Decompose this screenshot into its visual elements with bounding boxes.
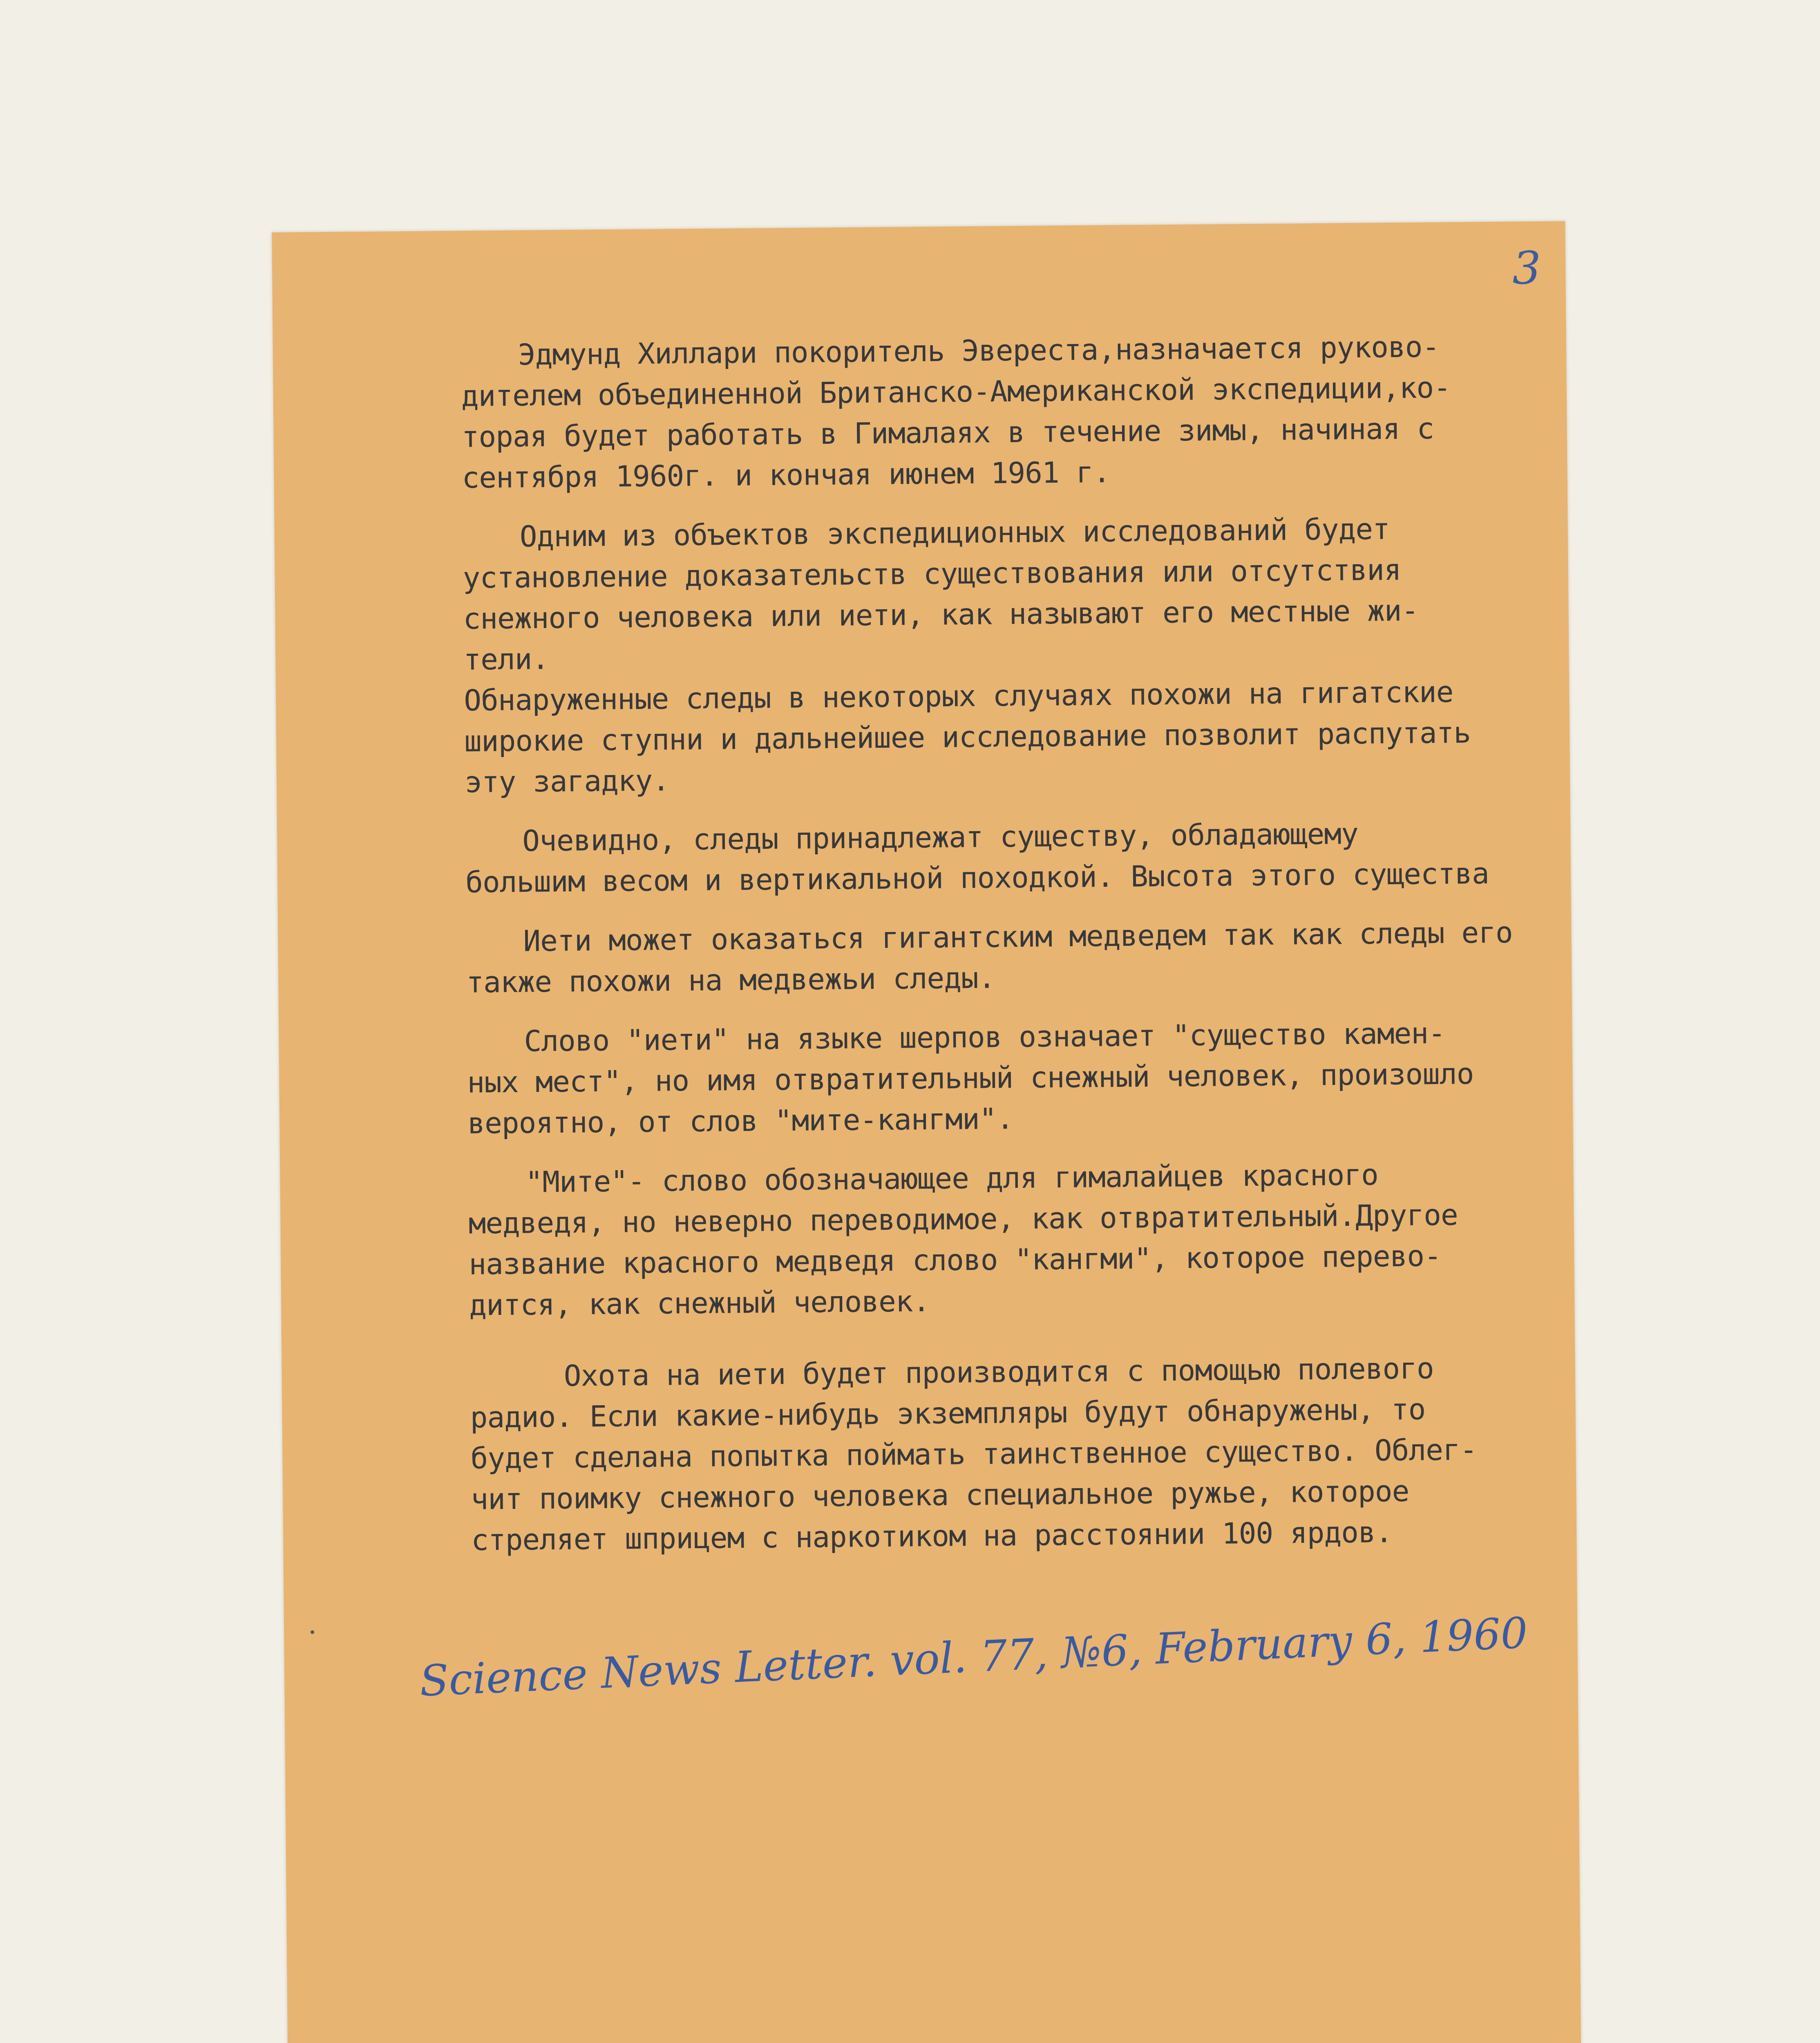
text-line: будет сделана попытка поймать таинственное существо. Облег- xyxy=(470,1433,1477,1475)
text-line: Слово "иети" на языке шерпов означает "существо камен- xyxy=(524,1016,1446,1058)
text-line: торая будет работать в Гималаях в течение зимы, начиная с xyxy=(461,411,1434,454)
text-line: Эдмунд Хиллари покоритель Эвереста,назначается руково- xyxy=(518,329,1440,372)
text-line: Охота на иети будет производится с помощью полевого xyxy=(563,1351,1434,1393)
handwritten-citation: Science News Letter. vol. 77, №6, February 6, 1960 xyxy=(418,1607,1529,1706)
text-line: "Мите"- слово обозначающее для гималайцев красного xyxy=(525,1158,1379,1199)
text-line: большим весом и вертикальной походкой. Высота этого существа xyxy=(465,856,1489,899)
text-line: также похожи на медвежьи следы. xyxy=(466,961,995,999)
text-line: эту загадку. xyxy=(464,763,670,799)
text-line: Иети может оказаться гигантским медведем так как следы его xyxy=(523,915,1513,958)
text-line: медведя, но неверно переводимое, как отвратительный.Другое xyxy=(468,1198,1458,1241)
text-line: широкие ступни и дальнейшее исследование позволит распутать xyxy=(464,715,1471,758)
text-line: снежного человека или иети, как называют его местные жи- xyxy=(463,593,1419,636)
text-line: Одним из объектов экспедиционных исследований будет xyxy=(519,512,1390,554)
text-line: дителем объединенной Британско-Американской экспедиции,ко- xyxy=(461,370,1451,413)
text-line: установление доказательств существования или отсутствия xyxy=(463,552,1401,595)
text-line: тели. xyxy=(463,642,549,677)
text-line: Очевидно, следы принадлежат существу, обладающему xyxy=(522,816,1359,858)
text-line: название красного медведя слово "кангми", которое перево- xyxy=(468,1239,1442,1281)
document-sheet xyxy=(272,221,1581,2043)
paper-speck xyxy=(311,1630,314,1634)
text-line: Обнаруженные следы в некоторых случаях похожи на гигатские xyxy=(463,675,1453,718)
text-line: чит поимку снежного человека специальное ружье, которое xyxy=(471,1474,1409,1516)
page-number: 3 xyxy=(1512,241,1541,295)
text-line: сентября 1960г. и кончая июнем 1961 г. xyxy=(462,455,1111,495)
text-line: вероятно, от слов "мите-кангми". xyxy=(467,1102,1014,1140)
text-line: ных мест", но имя отвратительный снежный человек, произошло xyxy=(467,1057,1474,1100)
typed-text xyxy=(272,221,1565,1557)
text-line: стреляет шприцем с наркотиком на расстоянии 100 ярдов. xyxy=(471,1515,1393,1557)
text-line: дится, как снежный человек. xyxy=(469,1284,930,1322)
text-line: радио. Если какие-нибудь экземпляры будут обнаружены, то xyxy=(470,1392,1426,1435)
